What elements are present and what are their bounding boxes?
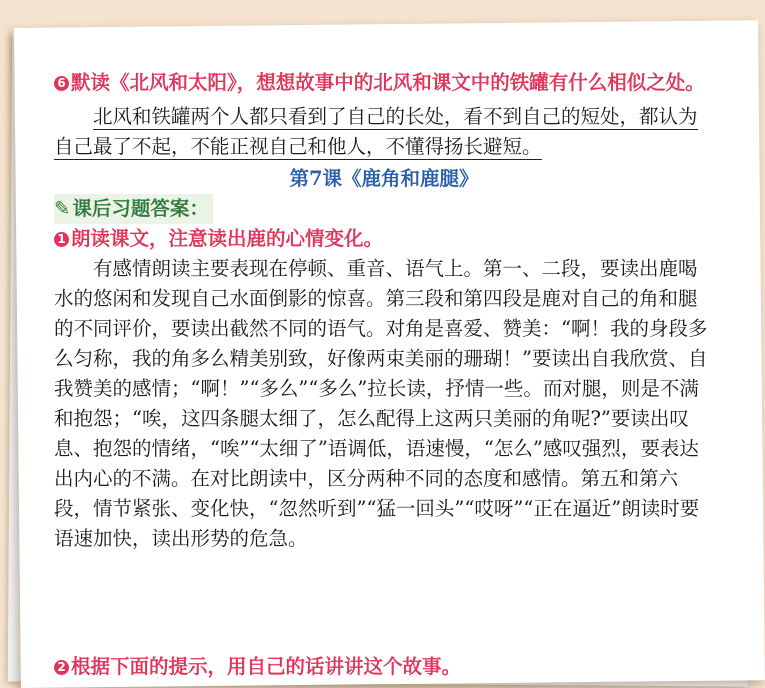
question-3-text: 根据下面的提示，用自己的话讲讲这个故事。	[71, 655, 462, 678]
question-3	[54, 652, 714, 682]
question-3-cut-off	[54, 655, 714, 678]
question-2	[54, 224, 714, 254]
question-2-text: 朗读课文，注意读出鹿的心情变化。	[71, 227, 384, 250]
lesson-title: 第7课《鹿角和鹿腿》	[289, 167, 479, 190]
answer-1	[54, 102, 714, 162]
question-number-badge: 1	[54, 232, 69, 247]
answer-1-text: 北风和铁罐两个人都只看到了自己的长处，看不到自己的短处，都认为自己最了不起，不能正视自己和他人，不懂得扬长避短。	[54, 105, 698, 158]
section-header	[54, 194, 213, 224]
question-1-text: 默读《北风和太阳》，想想故事中的北风和课文中的铁罐有什么相似之处。	[71, 71, 705, 94]
section-header-label: 课后习题答案：	[72, 197, 209, 220]
pencil-icon: ✎	[54, 197, 71, 220]
question-number-badge: 2	[54, 660, 69, 675]
answer-2: 有感情朗读主要表现在停顿、重音、语气上。第一、二段，要读出鹿喝水的悠闲和发现自己水面倒影的惊喜。第三段和第四段是鹿对自己的角和腿的不同评价，要读出截然不同的语气。对角是喜爱、赞美：“啊！我的身段多么匀称，我的角多么精美别致，好像两束美丽的珊瑚！”要读出自我欣赏、自我赞美的感情；“啊！”“多么”“多么”拉长读，抒情一些。而对腿，则是不满和抱怨；“唉，这四条腿太细了，怎么配得上这两只美丽的角呢?”要读出叹息、抱怨的情绪，“唉”“太细了”语调低，语速慢，“怎么”感叹强烈，要表达出内心的不满。在对比朗读中，区分两种不同的态度和感情。第五和第六段，情节紧张、变化快，“忽然听到”“猛一回头”“哎呀”“正在逼近”朗读时要语速加快，读出形势的危急。	[54, 257, 708, 550]
section-header-row	[54, 194, 714, 224]
question-1	[54, 68, 714, 98]
question-number-badge: 6	[54, 76, 69, 91]
document-content	[54, 68, 714, 678]
